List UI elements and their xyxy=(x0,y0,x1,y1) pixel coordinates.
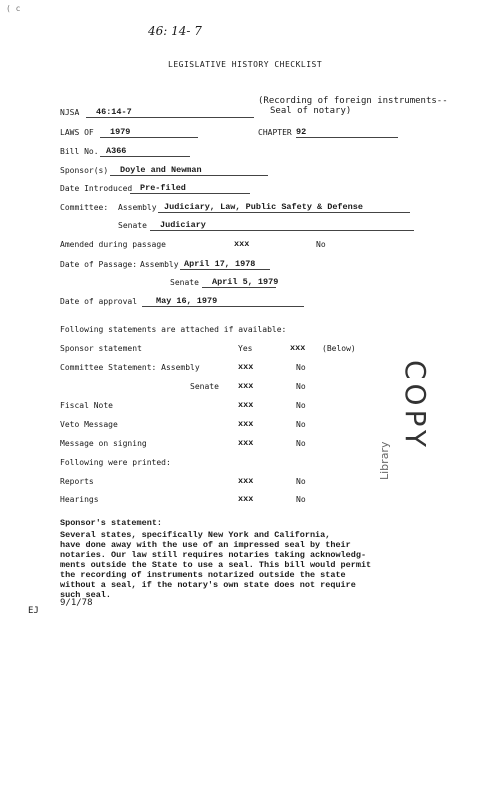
stamp-copy-text: COPY xyxy=(399,360,432,451)
bill-value: A366 xyxy=(100,146,190,157)
row-no: xxx xyxy=(290,343,306,353)
chapter-value: 92 xyxy=(296,127,398,138)
committee-assembly-value: Judiciary, Law, Public Safety & Defense xyxy=(158,202,410,213)
row-no: No xyxy=(296,420,306,429)
printed-row-label: Reports xyxy=(60,477,94,486)
laws-label: LAWS OF xyxy=(60,128,94,137)
committee-senate-label: Senate xyxy=(118,221,147,230)
document-title: LEGISLATIVE HISTORY CHECKLIST xyxy=(168,60,323,69)
approval-label: Date of approval xyxy=(60,297,138,306)
printed-row-no: No xyxy=(296,495,306,504)
statement-line: such seal. xyxy=(60,590,112,600)
committee-senate-value: Judiciary xyxy=(150,220,414,231)
printed-row-yes: xxx xyxy=(238,476,254,486)
row-label: Sponsor statement xyxy=(60,344,142,353)
handwritten-number: 46: 14- 7 xyxy=(148,24,202,38)
statement-line: have done away with the use of an impressed seal by their xyxy=(60,540,351,550)
njsa-note-line1: (Recording of foreign instruments-- xyxy=(258,96,448,106)
passage-assembly-value: April 17, 1978 xyxy=(180,259,270,270)
njsa-value: 46:14-7 xyxy=(86,107,254,118)
sponsor-value: Doyle and Newman xyxy=(110,165,268,176)
row-label: Fiscal Note xyxy=(60,401,113,410)
intro-value: Pre-filed xyxy=(130,183,250,194)
row-no: No xyxy=(296,382,306,391)
committee-assembly-label: Assembly xyxy=(118,203,157,212)
row-label: Committee Statement: Assembly xyxy=(60,363,200,372)
intro-label: Date Introduced xyxy=(60,184,133,193)
stamp-library-text: Library xyxy=(378,441,391,480)
sponsor-label: Sponsor(s) xyxy=(60,166,109,175)
statement-line: Several states, specifically New York and California, xyxy=(60,530,331,540)
row-extra: (Below) xyxy=(322,344,356,353)
corner-mark: ( c xyxy=(6,4,21,13)
printed-row-label: Hearings xyxy=(60,495,99,504)
statement-line: notaries. Our law still requires notaries taking acknowledg- xyxy=(60,550,367,560)
njsa-note-line2: Seal of notary) xyxy=(270,106,352,116)
row-label: Message on signing xyxy=(60,439,147,448)
statement-line: the recording of instruments notarized outside the state xyxy=(60,570,346,580)
laws-value: 1979 xyxy=(100,127,198,138)
statement-heading: Sponsor's statement: xyxy=(60,518,163,528)
approval-value: May 16, 1979 xyxy=(142,296,304,307)
printed-row-yes: xxx xyxy=(238,494,254,504)
row-yes: Yes xyxy=(238,344,253,353)
passage-senate-label: Senate xyxy=(170,278,199,287)
row-label: Senate xyxy=(190,382,219,391)
row-no: No xyxy=(296,439,306,448)
chapter-label: CHAPTER xyxy=(258,128,292,137)
printed-row-no: No xyxy=(296,477,306,486)
row-yes: xxx xyxy=(238,362,254,372)
passage-senate-value: April 5, 1979 xyxy=(202,277,276,288)
row-yes: xxx xyxy=(238,438,254,448)
committee-label: Committee: xyxy=(60,203,109,212)
library-copy-stamp xyxy=(380,270,440,500)
printed-heading: Following were printed: xyxy=(60,458,171,467)
amended-no: No xyxy=(316,240,326,249)
row-label: Veto Message xyxy=(60,420,118,429)
row-yes: xxx xyxy=(238,400,254,410)
statement-body xyxy=(60,530,400,600)
njsa-label: NJSA xyxy=(60,108,80,117)
initials: EJ xyxy=(28,606,39,616)
row-no: No xyxy=(296,363,306,372)
attached-heading: Following statements are attached if available: xyxy=(60,325,287,334)
statement-line: without a seal, if the notary's own state does not require xyxy=(60,580,356,590)
date-mark: 9/1/78 xyxy=(60,598,93,608)
statement-line: ments outside the State to use a seal. This bill would permit xyxy=(60,560,372,570)
passage-label: Date of Passage: xyxy=(60,260,138,269)
bill-label: Bill No. xyxy=(60,147,99,156)
amended-label: Amended during passage xyxy=(60,240,166,249)
row-yes: xxx xyxy=(238,419,254,429)
row-no: No xyxy=(296,401,306,410)
row-yes: xxx xyxy=(238,381,254,391)
passage-assembly-label: Assembly xyxy=(140,260,179,269)
amended-yes: xxx xyxy=(234,239,250,249)
